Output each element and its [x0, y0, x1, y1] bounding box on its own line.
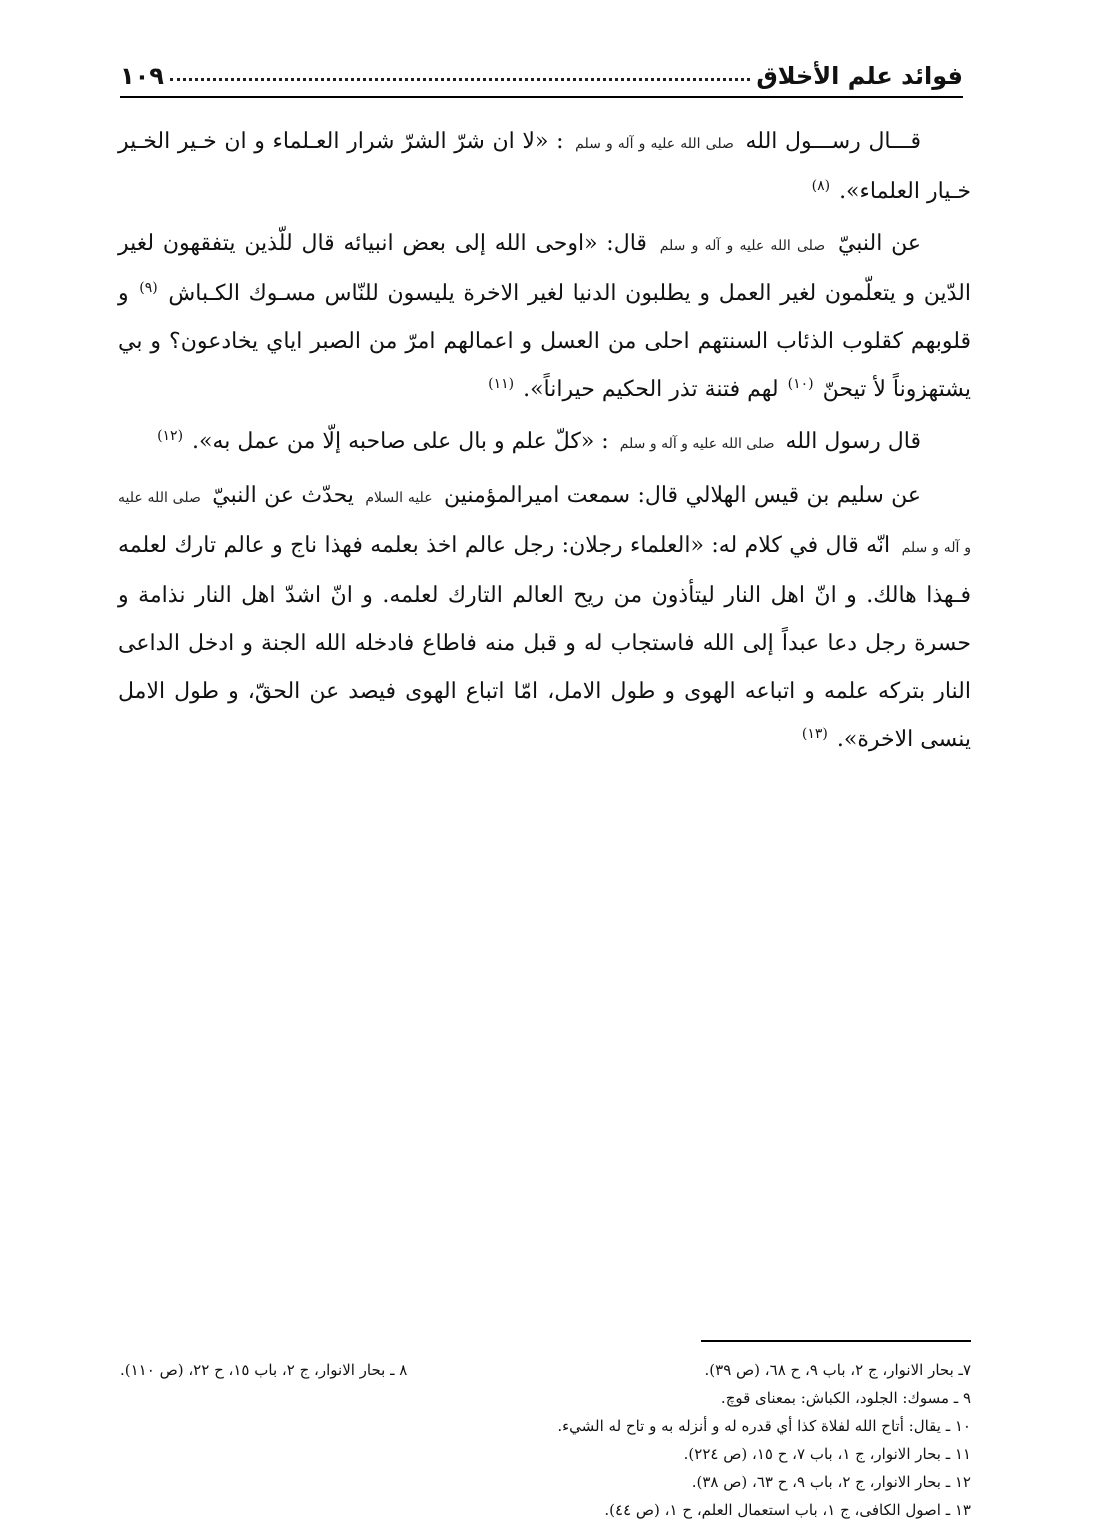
footnote-9: ٩ ـ مسوك: الجلود، الكباش: بمعناى قوچ. [720, 1389, 971, 1407]
footnote-12: ١٢ ـ بحار الانوار، ج ٢، باب ٩، ح ٦٣، (ص ٣٨). [691, 1473, 971, 1491]
p1-before: قـــال رســـول الله [745, 129, 921, 154]
p4-after: يحدّث عن النبيّ [212, 483, 354, 508]
footnote-13: ١٣ ـ اصول الكافى، ج ١، باب استعمال العلم، ح ١، (ص ٤٤). [604, 1501, 971, 1519]
footnote-row [120, 1356, 971, 1384]
footnote-7: ٧ـ بحار الانوار، ج ٢، باب ٩، ح ٦٨، (ص ٣٩). [704, 1361, 971, 1379]
p2-after: قال: «اوحى الله إلى بعض انبيائه قال للّذين يتفقهون لغير الدّين و يتعلّمون لغير العمل و يطلبون الدنيا لغير الاخرة يليسون للنّاس مسـوك الكـباش [118, 231, 971, 306]
footnote-10: ١٠ ـ يقال: أتاح الله لفلاة كذا أي قدره له و أنزله به و تاح له الشيء. [557, 1417, 971, 1435]
footnote-11: ١١ ـ بحار الانوار، ج ١، باب ٧، ح ١٥، (ص ٢٢٤). [683, 1445, 971, 1463]
page-number: ١٠٩ [120, 62, 164, 90]
footnote-ref-11[interactable]: (١١) [488, 375, 515, 392]
footnote-ref-8[interactable]: (٨) [811, 177, 831, 194]
paragraph-2 [118, 220, 971, 414]
p3-before: قال رسول الله [785, 429, 921, 454]
footnote-ref-13[interactable]: (١٣) [801, 725, 828, 742]
salawat-symbol: صلی الله علیه و آله و سلم [118, 490, 971, 556]
p4-after2: انّه قال في كلام له: «العلماء رجلان: رجل عالم اخذ بعلمه فهذا ناج و عالم تارك لعلمه فـهذا هالك. و انّ اهل النار ليتأذون من ريح العالم التارك لعلمه. و انّ اشدّ اهل النار نذامة و حسرة رجل دعا عبداً إلى الله فاستجاب له و قبل منه فاطاع فادخله الله الجنة و ادخل الداعى النار بتركه علمه و اتباعه الهوى و طول الامل، امّا اتباع الهوى فيصد عن الحقّ، و طول الامل ينسى الاخرة». [118, 533, 971, 752]
salawat-symbol: صلی الله علیه و آله و سلم [659, 238, 826, 254]
p2-after3: لهم فتنة تذر الحكيم حيراناً». [523, 377, 779, 402]
p1-after: : «لا ان شرّ الشرّ شرار العـلماء و ان خـير الخـير خـيار العلماء». [118, 129, 971, 204]
paragraph-1 [118, 118, 971, 216]
footnote-ref-10[interactable]: (١٠) [787, 375, 814, 392]
chapter-title: فوائد علم الأخلاق [756, 62, 963, 90]
footnote-divider [701, 1340, 971, 1342]
p3-after: : «كلّ علم و بال على صاحبه إلّا من عمل به». [192, 429, 609, 454]
salawat-symbol: صلی الله علیه و آله و سلم [575, 136, 734, 152]
footnotes [120, 1356, 971, 1524]
running-header [120, 42, 963, 98]
alayhi-salam-symbol: علیه السلام [365, 490, 433, 506]
paragraph-3 [118, 418, 971, 468]
footnote-8: ٨ ـ بحار الانوار، ج ٢، باب ١٥، ح ٢٢، (ص ١١٠). [120, 1361, 408, 1379]
salawat-symbol: صلی الله علیه و آله و سلم [619, 436, 775, 452]
p2-after2: و قلوبهم كقلوب الذئاب السنتهم احلى من العسل و اعمالهم امرّ من الصبر اياي يخادعون؟ و بي يشتهزوناً لأ تيحنّ [118, 281, 971, 402]
leader-dots [170, 78, 750, 81]
footnote-ref-9[interactable]: (٩) [139, 279, 158, 296]
paragraph-4 [118, 472, 971, 764]
main-text [118, 118, 971, 768]
p2-before: عن النبيّ [837, 231, 922, 256]
footnote-ref-12[interactable]: (١٢) [157, 427, 184, 444]
p4-before: عن سليم بن قيس الهلالي قال: سمعت اميرالمؤمنين [443, 483, 922, 508]
